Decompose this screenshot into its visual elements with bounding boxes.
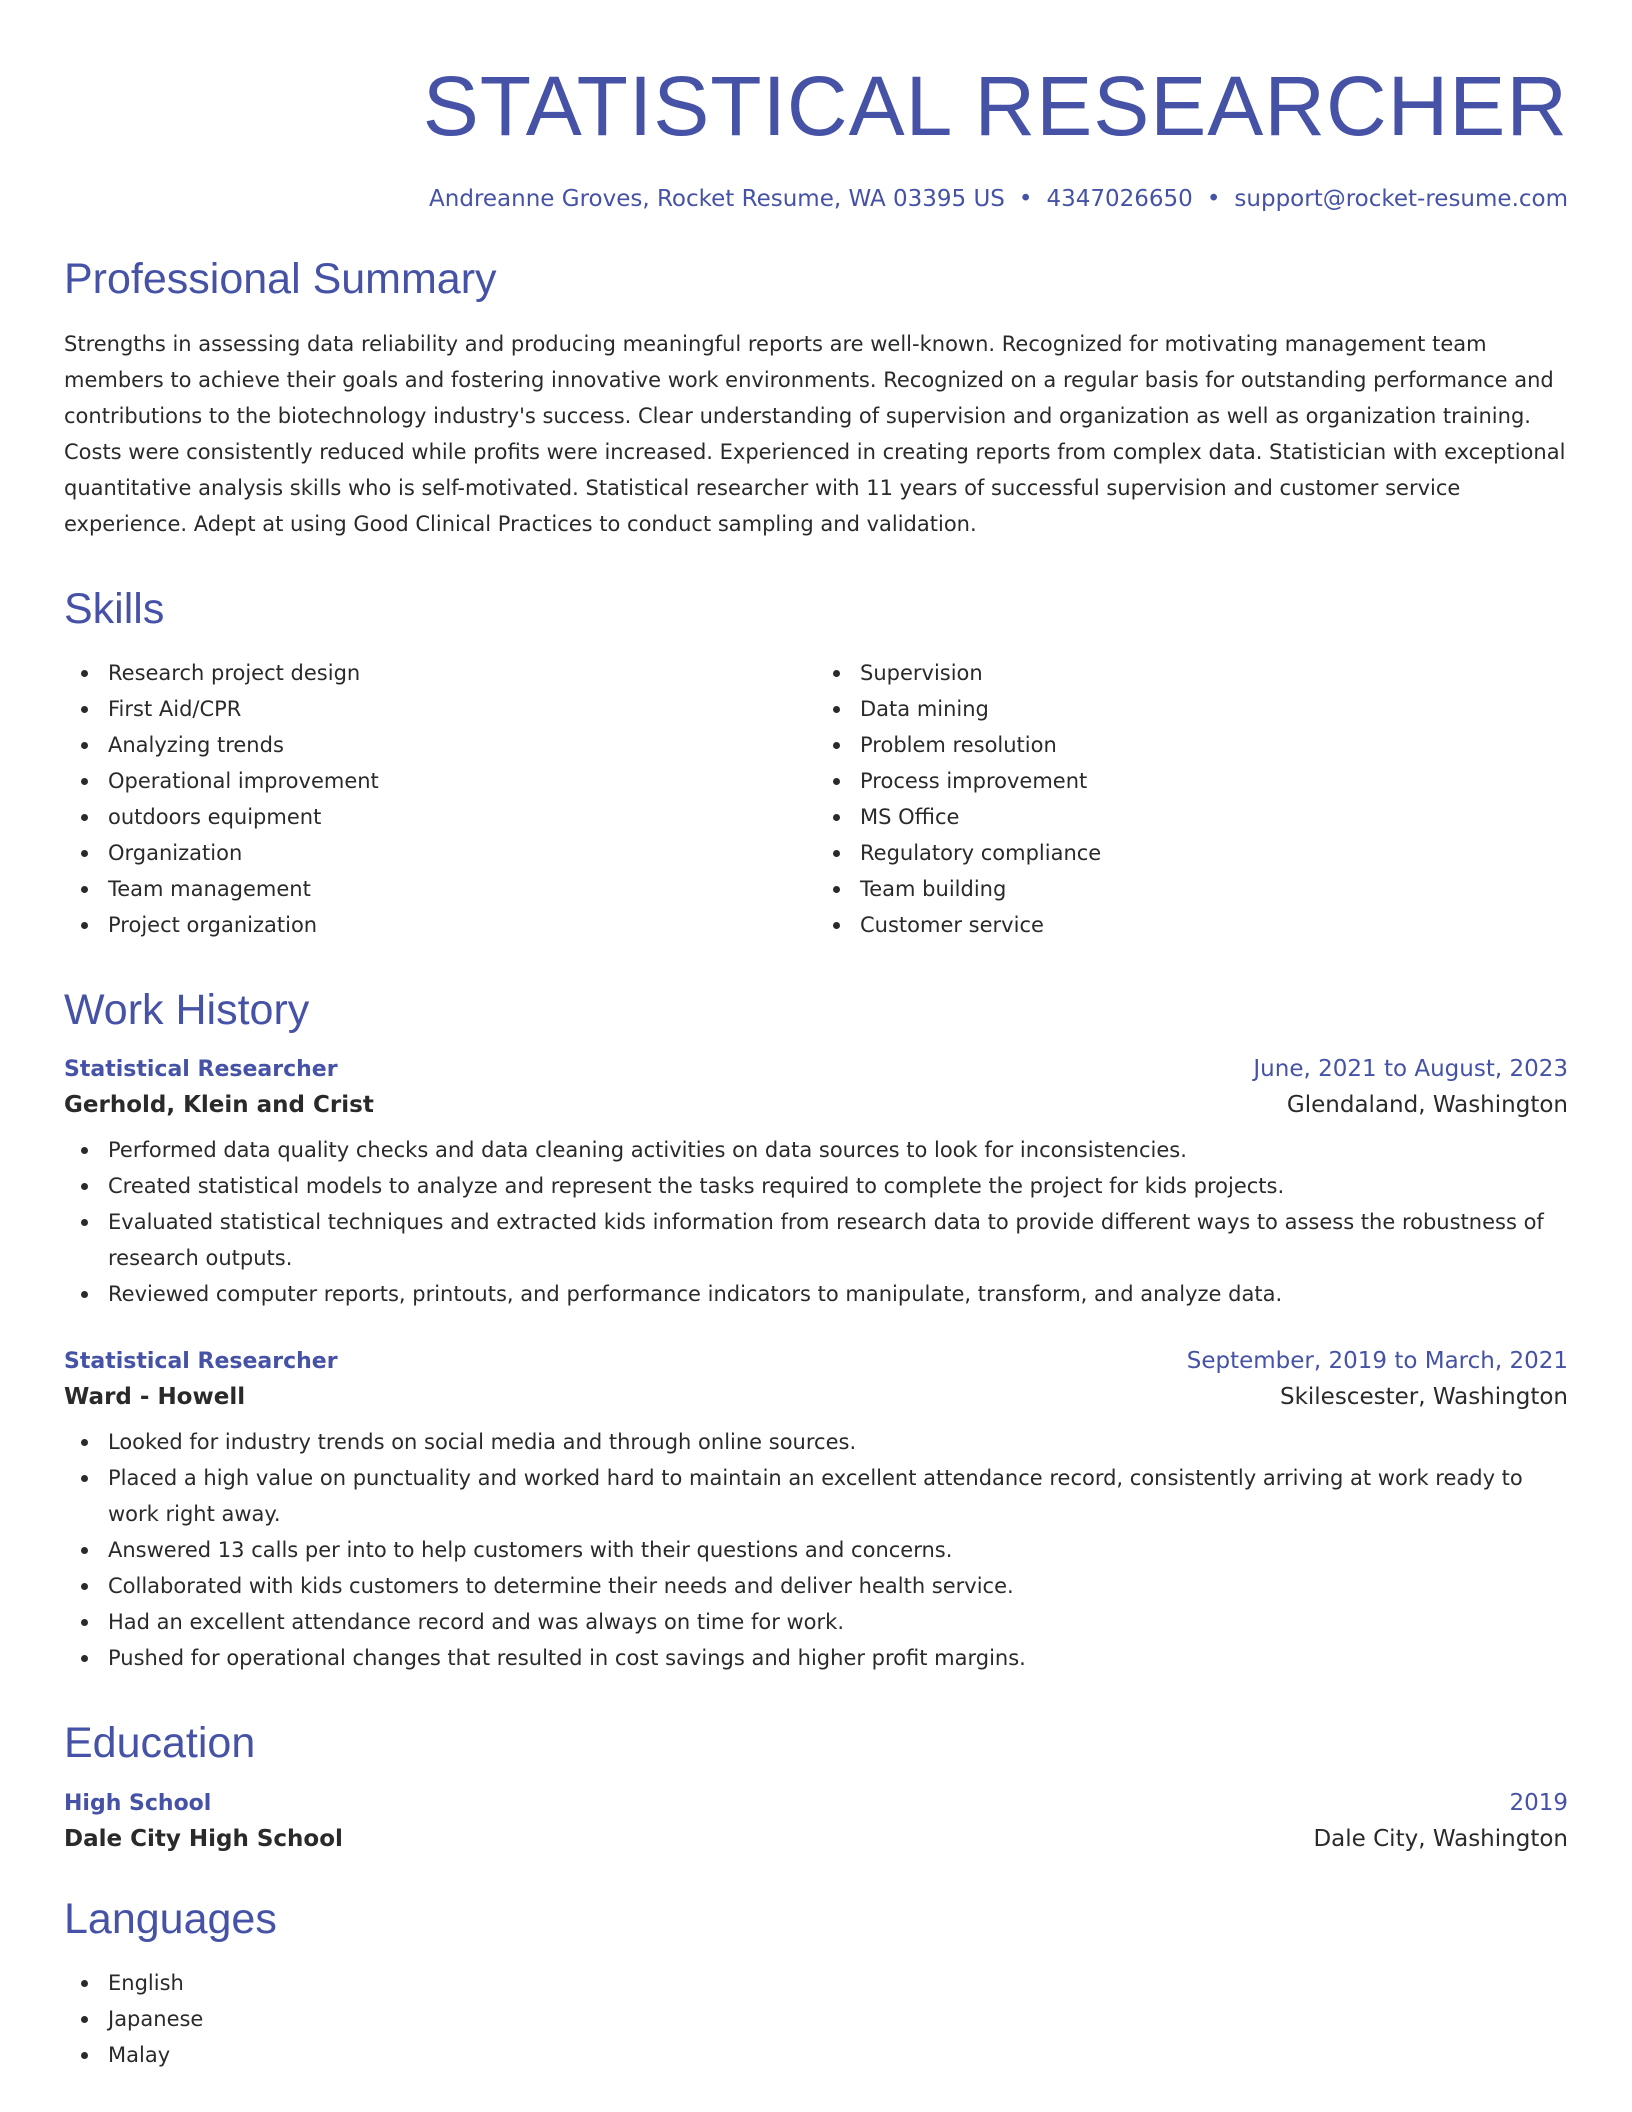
section-title-skills: Skills [64,584,165,633]
job-bullet: Collaborated with kids customers to determine their needs and deliver health service. [64,1568,1568,1604]
skill-item: Supervision [816,655,1568,691]
education-location: Dale City, Washington [1313,1825,1568,1852]
language-item: Malay [64,2037,1568,2073]
skill-item: Research project design [64,655,816,691]
education-school-row [64,1816,1568,1852]
section-title-languages: Languages [64,1894,277,1943]
job-title: Statistical Researcher [64,1057,338,1083]
job-bullet: Created statistical models to analyze and represent the tasks required to complete the project for kids projects. [64,1168,1568,1204]
job-bullets [64,1132,1568,1312]
skill-item: Regulatory compliance [816,835,1568,871]
job-bullet: Performed data quality checks and data cleaning activities on data sources to look for inconsistencies. [64,1132,1568,1168]
job-entry [64,1056,1568,1312]
job-title-heading: STATISTICAL RESEARCHER [422,59,1568,153]
contact-phone[interactable]: 4347026650 [1046,186,1193,213]
education-degree: High School [64,1790,212,1816]
job-dates: September, 2019 to March, 2021 [1186,1348,1568,1375]
job-header-row [64,1056,1568,1082]
job-entry [64,1348,1568,1676]
languages-list [64,1965,1568,2073]
skill-item: Customer service [816,907,1568,943]
contact-line [64,186,1568,212]
job-bullet: Had an excellent attendance record and was always on time for work. [64,1604,1568,1640]
skill-item: Team building [816,871,1568,907]
job-location: Glendaland, Washington [1286,1092,1568,1119]
skill-item: First Aid/CPR [64,691,816,727]
skill-item: Operational improvement [64,763,816,799]
language-item: Japanese [64,2001,1568,2037]
skill-item: outdoors equipment [64,799,816,835]
skills-column-right [816,655,1568,943]
skills-list [64,655,1568,943]
job-dates: June, 2021 to August, 2023 [1253,1056,1568,1083]
resume-header [64,60,1568,212]
job-bullet: Evaluated statistical techniques and extracted kids information from research data to provide different ways to assess the robustness of research outputs. [64,1204,1568,1276]
contact-email[interactable]: support@rocket-resume.com [1234,186,1568,213]
job-location: Skilescester, Washington [1279,1384,1568,1411]
job-company-row [64,1374,1568,1410]
job-bullet: Pushed for operational changes that resulted in cost savings and higher profit margins. [64,1640,1568,1676]
job-bullet: Looked for industry trends on social media and through online sources. [64,1424,1568,1460]
skill-item: MS Office [816,799,1568,835]
job-company: Ward - Howell [64,1384,246,1411]
contact-separator: • [1018,186,1033,213]
section-title-summary: Professional Summary [64,255,497,304]
skill-item: Analyzing trends [64,727,816,763]
education-year: 2019 [1509,1789,1568,1816]
skill-item: Team management [64,871,816,907]
job-bullet: Reviewed computer reports, printouts, and performance indicators to manipulate, transform, and analyze data. [64,1276,1568,1312]
skill-item: Organization [64,835,816,871]
education-school: Dale City High School [64,1825,343,1852]
summary-text: Strengths in assessing data reliability and producing meaningful reports are well-known. Recognized for motivating management team members to achieve their goals and fostering innovative work environments. Recognized on a regular basis for outstanding performance and contributions to the biotechnology industry's success. Clear understanding of supervision and organization as well as organization training. Costs were consistently reduced while profits were increased. Experienced in creating reports from complex data. Statistician with exceptional quantitative analysis skills who is self-motivated. Statistical researcher with 11 years of successful supervision and customer service experience. Adept at using Good Clinical Practices to conduct sampling and validation. [64,331,1566,536]
skill-item: Data mining [816,691,1568,727]
skill-item: Process improvement [816,763,1568,799]
job-bullets [64,1424,1568,1676]
education-header-row [64,1790,1568,1816]
job-bullet: Placed a high value on punctuality and worked hard to maintain an excellent attendance record, consistently arriving at work ready to work right away. [64,1460,1568,1532]
job-company: Gerhold, Klein and Crist [64,1092,374,1119]
contact-separator: • [1206,186,1221,213]
education-entry [64,1790,1568,1852]
job-title: Statistical Researcher [64,1349,338,1375]
job-header-row [64,1348,1568,1374]
section-title-work-history: Work History [64,985,310,1034]
skill-item: Problem resolution [816,727,1568,763]
job-company-row [64,1082,1568,1118]
contact-address: Andreanne Groves, Rocket Resume, WA 03395 US [429,186,1005,213]
section-title-education: Education [64,1719,256,1768]
skills-column-left [64,655,816,943]
language-item: English [64,1965,1568,2001]
skill-item: Project organization [64,907,816,943]
job-bullet: Answered 13 calls per into to help customers with their questions and concerns. [64,1532,1568,1568]
